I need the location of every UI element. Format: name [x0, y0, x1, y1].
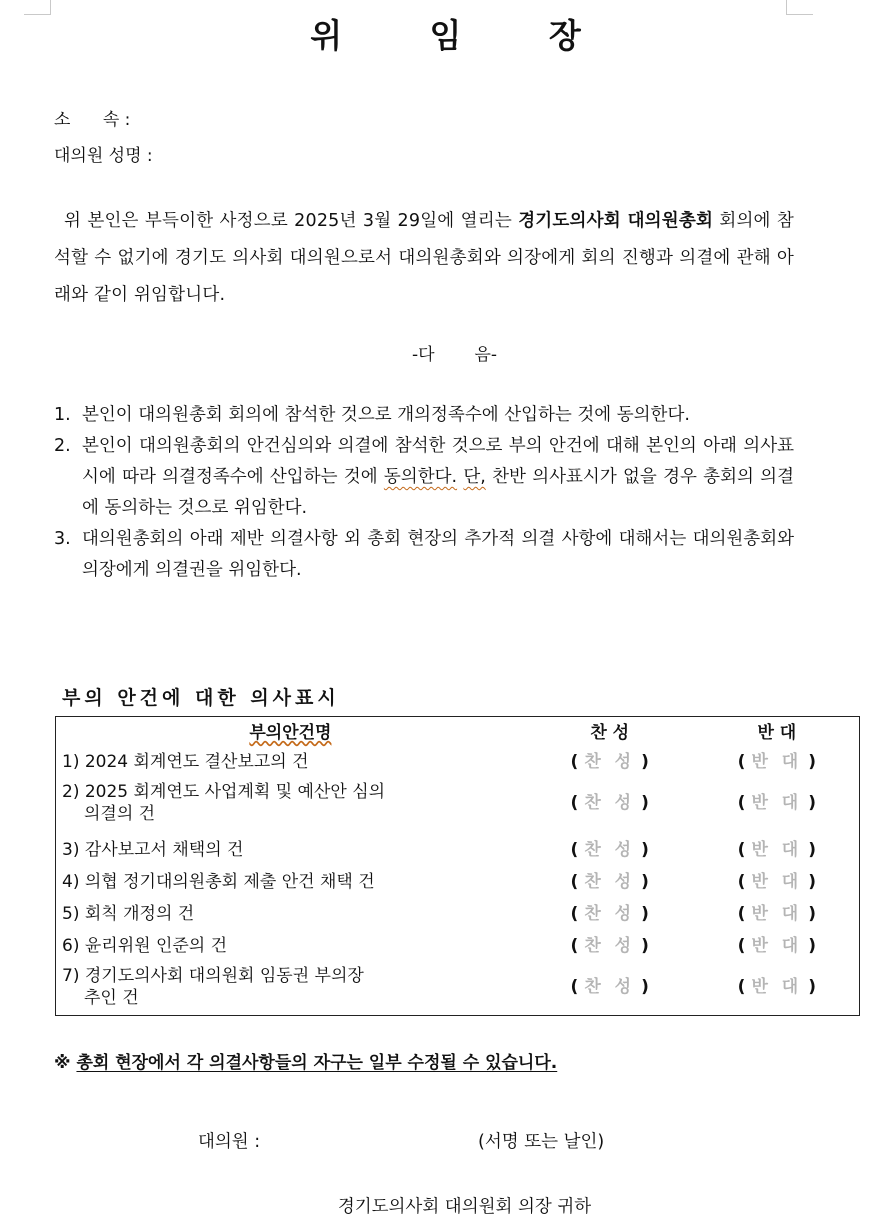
list-item — [54, 400, 794, 431]
header-no: 반 대 — [757, 722, 797, 743]
item-text: 본인이 대의원총회 회의에 참석한 것으로 개의정족수에 산입하는 것에 동의한다. — [82, 405, 690, 425]
open-paren: ( — [570, 751, 579, 772]
open-paren: ( — [737, 976, 746, 997]
vote-yes-cell[interactable] — [525, 927, 695, 959]
close-paren: ) — [641, 839, 649, 860]
close-paren: ) — [641, 903, 649, 924]
open-paren: ( — [737, 903, 746, 924]
agenda-name — [56, 927, 525, 959]
open-paren: ( — [570, 935, 579, 956]
daum-right: 음- — [474, 345, 498, 365]
item-number: 1. — [54, 405, 71, 425]
agenda-name — [56, 959, 525, 1015]
close-paren: ) — [808, 903, 816, 924]
vote-no-placeholder: 반 대 — [751, 903, 803, 924]
vote-yes-cell[interactable] — [525, 959, 695, 1015]
list-item — [54, 431, 794, 524]
document-title: 위 임 장 — [310, 16, 619, 55]
intro-part2: 회의에 참석할 수 없기에 경기도 의사회 대의원으로서 대의원총회와 의장에게 회의 진행과 의결에 관해 아래와 같이 위임합니다. — [54, 211, 794, 305]
close-paren: ) — [808, 839, 816, 860]
agenda-line2: 의결의 건 — [84, 804, 156, 824]
close-paren: ) — [808, 871, 816, 892]
close-paren: ) — [641, 751, 649, 772]
vote-yes-cell[interactable] — [525, 775, 695, 831]
sign-hint: (서명 또는 날인) — [478, 1132, 605, 1152]
vote-yes-cell[interactable] — [525, 831, 695, 863]
table-row — [56, 895, 860, 927]
header-yes: 찬 성 — [590, 722, 630, 743]
delegation-items — [54, 400, 794, 586]
vote-yes-cell[interactable] — [525, 895, 695, 927]
open-paren: ( — [737, 871, 746, 892]
agenda-name — [56, 775, 525, 831]
daum-heading — [0, 340, 889, 365]
agenda-line1: 3) 감사보고서 채택의 건 — [62, 839, 244, 860]
agenda-line1: 4) 의협 정기대의원총회 제출 안건 채택 건 — [62, 871, 375, 892]
close-paren: ) — [641, 935, 649, 956]
item-number: 2. — [54, 436, 71, 456]
close-paren: ) — [808, 751, 816, 772]
agenda-line1: 1) 2024 회계연도 결산보고의 건 — [62, 751, 309, 772]
item-number: 3. — [54, 529, 71, 549]
agenda-line2: 추인 건 — [84, 987, 139, 1008]
vote-no-cell[interactable] — [695, 743, 860, 775]
vote-yes-placeholder: 찬 성 — [584, 793, 636, 813]
vote-yes-placeholder: 찬 성 — [584, 839, 636, 860]
table-header-row — [56, 717, 860, 744]
vote-yes-cell[interactable] — [525, 743, 695, 775]
vote-no-placeholder: 반 대 — [751, 751, 803, 772]
vote-yes-placeholder: 찬 성 — [584, 903, 636, 924]
vote-no-placeholder: 반 대 — [751, 935, 803, 956]
notice-text: 총회 현장에서 각 의결사항들의 자구는 일부 수정될 수 있습니다. — [76, 1053, 558, 1073]
close-paren: ) — [641, 871, 649, 892]
close-paren: ) — [808, 935, 816, 956]
agenda-name — [56, 831, 525, 863]
closing-line: 경기도의사회 대의원회 의장 귀하 — [337, 1197, 592, 1217]
vote-yes-placeholder: 찬 성 — [584, 935, 636, 956]
table-row — [56, 831, 860, 863]
table-row — [56, 927, 860, 959]
header-agenda: 부의안건명 — [249, 722, 332, 743]
vote-no-cell[interactable] — [695, 863, 860, 895]
agenda-line1: 7) 경기도의사회 대의원회 임동권 부의장 — [62, 965, 364, 986]
agenda-line1: 2) 2025 회계연도 사업계획 및 예산안 심의 — [62, 782, 386, 802]
vote-no-cell[interactable] — [695, 895, 860, 927]
agenda-name — [56, 863, 525, 895]
open-paren: ( — [570, 903, 579, 924]
notice-mark: ※ — [54, 1053, 71, 1073]
item-text-c: 찬반 의사표시가 없을 경우 총회의 의결에 동의하는 것으로 위임한다. — [82, 467, 794, 518]
item-wavy-2: 단, — [463, 467, 486, 487]
vote-yes-placeholder: 찬 성 — [584, 751, 636, 772]
vote-yes-placeholder: 찬 성 — [584, 976, 636, 997]
vote-no-placeholder: 반 대 — [751, 793, 803, 813]
open-paren: ( — [737, 935, 746, 956]
vote-no-placeholder: 반 대 — [751, 976, 803, 997]
vote-no-cell[interactable] — [695, 959, 860, 1015]
agenda-line1: 6) 윤리위원 인준의 건 — [62, 935, 228, 956]
vote-no-cell[interactable] — [695, 927, 860, 959]
table-row — [56, 959, 860, 1015]
section-title: 부의 안건에 대한 의사표시 — [62, 687, 340, 709]
item-wavy-1: 동의한다. — [383, 467, 458, 487]
intro-bold: 경기도의사회 대의원총회 — [518, 211, 714, 231]
close-paren: ) — [641, 976, 649, 997]
close-paren: ) — [808, 793, 816, 813]
open-paren: ( — [570, 839, 579, 860]
vote-no-placeholder: 반 대 — [751, 839, 803, 860]
table-row — [56, 775, 860, 831]
table-row — [56, 743, 860, 775]
item-text — [82, 431, 794, 524]
vote-yes-cell[interactable] — [525, 863, 695, 895]
open-paren: ( — [737, 751, 746, 772]
name-field: 대의원 성명 : — [54, 146, 153, 166]
open-paren: ( — [570, 976, 579, 997]
vote-no-cell[interactable] — [695, 831, 860, 863]
agenda-name — [56, 895, 525, 927]
intro-paragraph — [54, 203, 794, 314]
table-row — [56, 863, 860, 895]
item-text: 대의원총회의 아래 제반 의결사항 외 총회 현장의 추가적 의결 사항에 대해서는 대의원총회와 의장에게 의결권을 위임한다. — [82, 529, 794, 580]
open-paren: ( — [570, 793, 579, 813]
item-text-a: 본인이 대의원총회의 안건심의와 의결에 참석한 것으로 부의 안건에 대해 본인의 아래 의사표시에 따라 의결정족수에 산입하는 것에 — [82, 436, 794, 487]
vote-no-cell[interactable] — [695, 775, 860, 831]
signer-label: 대의원 : — [198, 1132, 261, 1152]
vote-yes-placeholder: 찬 성 — [584, 871, 636, 892]
agenda-line1: 5) 회칙 개정의 건 — [62, 903, 195, 924]
intro-part1: 위 본인은 부득이한 사정으로 2025년 3월 29일에 열리는 — [64, 211, 519, 231]
open-paren: ( — [570, 871, 579, 892]
vote-table — [55, 716, 860, 1016]
list-item — [54, 524, 794, 586]
close-paren: ) — [641, 793, 649, 813]
open-paren: ( — [737, 839, 746, 860]
vote-no-placeholder: 반 대 — [751, 871, 803, 892]
agenda-name — [56, 743, 525, 775]
daum-left: -다 — [411, 345, 435, 365]
close-paren: ) — [808, 976, 816, 997]
open-paren: ( — [737, 793, 746, 813]
notice — [54, 1048, 557, 1073]
affiliation-field: 소 속 : — [54, 110, 131, 130]
